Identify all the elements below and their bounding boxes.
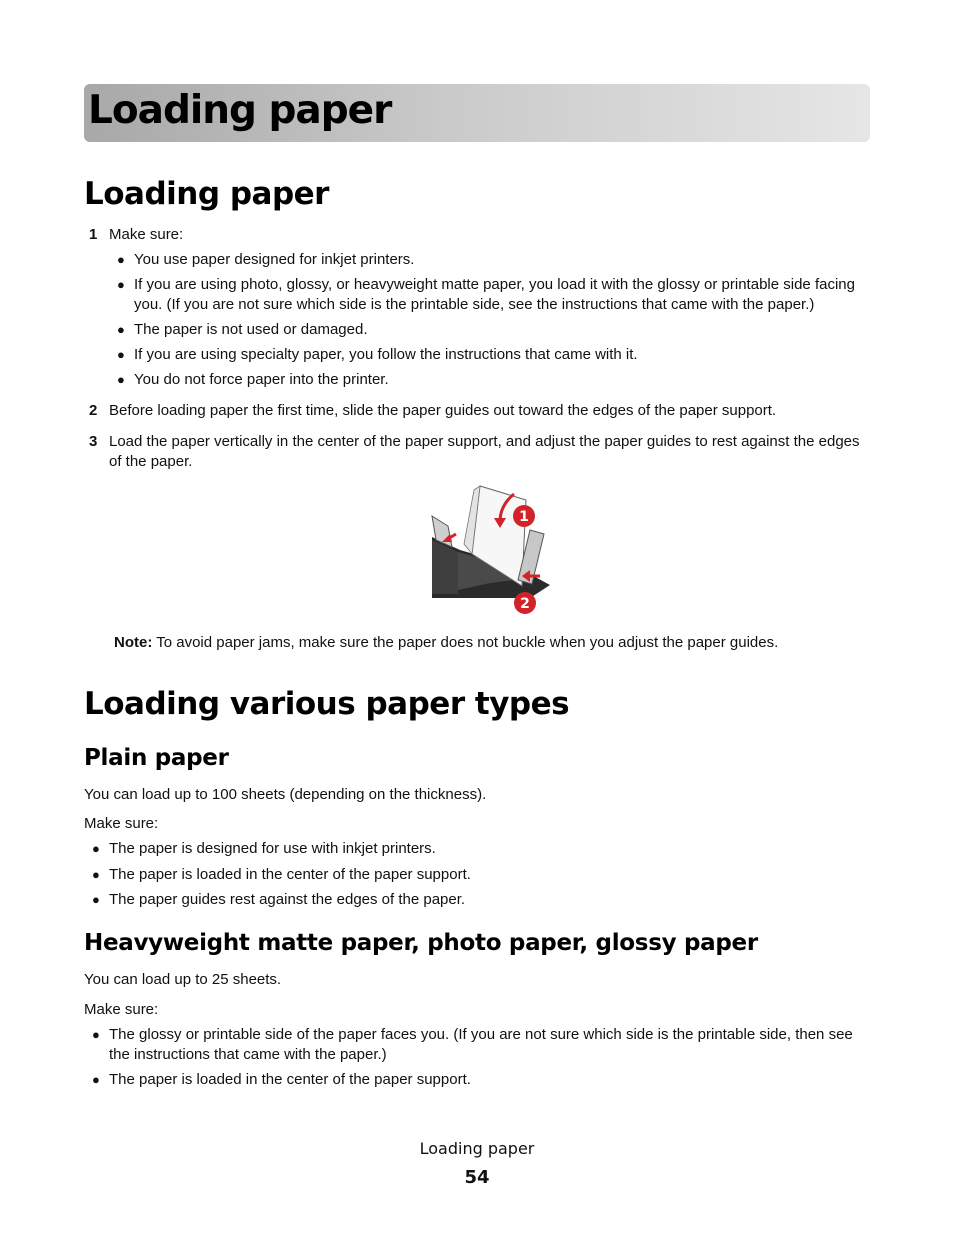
list-item: The paper is designed for use with inkjet printers. (109, 840, 436, 857)
note-label: Note: (114, 634, 153, 651)
subheading-plain-paper: Plain paper (84, 745, 229, 771)
step-text: Before loading paper the first time, slide the paper guides out toward the edges of the paper support. (109, 402, 777, 419)
bullet-icon: ● (92, 1072, 100, 1087)
callout-1-label: 1 (519, 509, 529, 525)
list-item: The glossy or printable side of the paper faces you. (If you are not sure which side is the printable side, then see (109, 1026, 853, 1043)
bullet-icon: ● (92, 867, 100, 882)
step-number: 2 (89, 402, 98, 419)
paragraph: You can load up to 25 sheets. (84, 971, 282, 988)
bullet-icon: ● (92, 892, 100, 907)
callout-2-label: 2 (520, 596, 530, 612)
paragraph: Make sure: (84, 815, 159, 832)
bullet-icon: ● (117, 252, 125, 267)
bullet-icon: ● (117, 372, 125, 387)
paragraph: You can load up to 100 sheets (depending on the thickness). (84, 786, 487, 803)
section-heading-loading-paper: Loading paper (84, 176, 329, 212)
step-text: Load the paper vertically in the center of the paper support, and adjust the paper guides to rest against the edges (109, 433, 860, 450)
bullet-icon: ● (92, 1027, 100, 1042)
list-item: The paper is loaded in the center of the paper support. (109, 1071, 471, 1088)
step-text: Make sure: (109, 226, 184, 243)
list-item: The paper guides rest against the edges of the paper. (109, 891, 466, 908)
list-item: If you are using specialty paper, you follow the instructions that came with it. (134, 346, 638, 363)
step-number: 3 (89, 433, 98, 450)
list-item: The paper is not used or damaged. (134, 321, 368, 338)
list-item: You use paper designed for inkjet printers. (134, 251, 415, 268)
list-item: If you are using photo, glossy, or heavyweight matte paper, you load it with the glossy or printable side facing (134, 276, 855, 293)
list-item-continued: you. (If you are not sure which side is the printable side, see the instructions that came with the paper.) (134, 296, 815, 313)
chapter-title: Loading paper (88, 88, 392, 133)
section-heading-various-types: Loading various paper types (84, 686, 570, 722)
bullet-icon: ● (117, 347, 125, 362)
note (114, 633, 778, 653)
bullet-icon: ● (117, 277, 125, 292)
paragraph: Make sure: (84, 1001, 159, 1018)
step-number: 1 (89, 226, 98, 243)
bullet-icon: ● (117, 322, 125, 337)
list-item: You do not force paper into the printer. (134, 371, 389, 388)
list-item-continued: the instructions that came with the paper.) (109, 1046, 387, 1063)
chapter-banner (84, 84, 870, 142)
footer-chapter-label: Loading paper (419, 1139, 535, 1158)
step-text-continued: of the paper. (109, 453, 193, 470)
bullet-icon: ● (92, 841, 100, 856)
paper-loading-illustration (430, 482, 550, 617)
page-number: 54 (464, 1167, 490, 1188)
note-text: To avoid paper jams, make sure the paper does not buckle when you adjust the paper guides. (152, 634, 779, 651)
subheading-heavyweight-paper: Heavyweight matte paper, photo paper, glossy paper (84, 930, 758, 956)
list-item: The paper is loaded in the center of the paper support. (109, 866, 471, 883)
